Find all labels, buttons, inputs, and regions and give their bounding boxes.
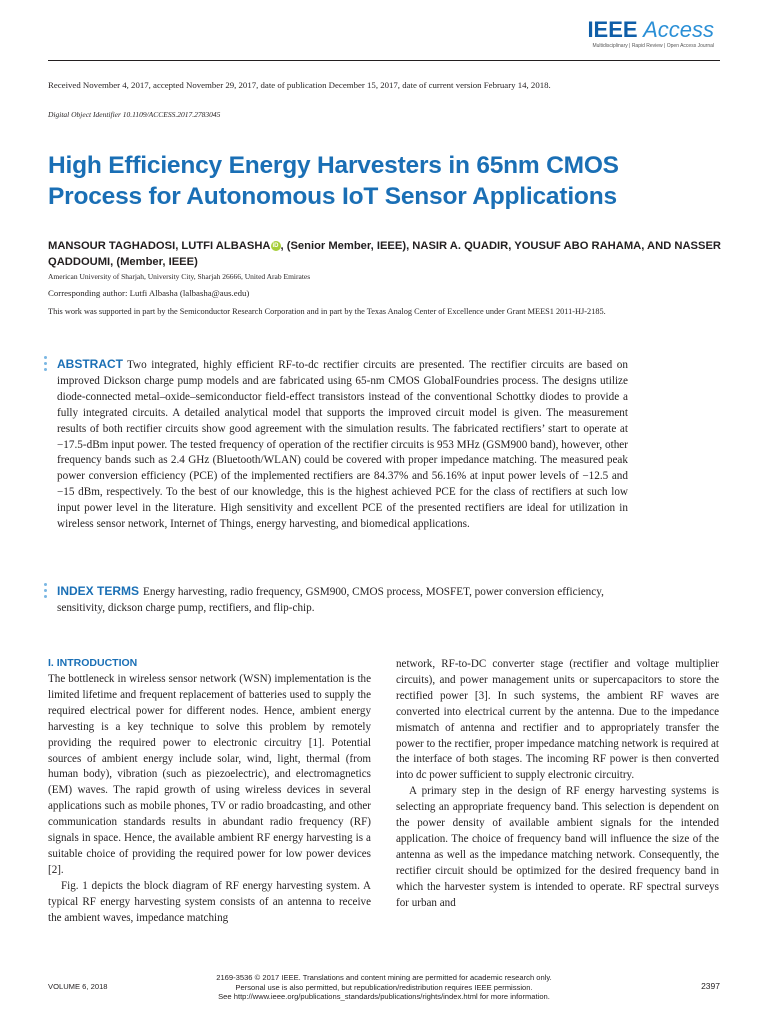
journal-tagline: Multidisciplinary | Rapid Review | Open Access Journal	[592, 43, 714, 49]
paper-title: High Efficiency Energy Harvesters in 65nm CMOS Process for Autonomous IoT Sensor Applications	[48, 152, 619, 210]
authors-part-2: , (Senior Member, IEEE), NASIR A. QUADIR, YOUSUF ABO RAHAMA, AND NASSER QADDOUMI, (Member, IEEE)	[48, 240, 722, 268]
orcid-icon[interactable]: iD	[272, 243, 279, 249]
brand-ieee: IEEE	[587, 17, 638, 42]
header-rule	[48, 60, 720, 61]
authors-part-1: MANSOUR TAGHADOSI, LUTFI ALBASHA	[48, 240, 271, 252]
journal-logo	[587, 18, 714, 49]
corresponding-author: Corresponding author: Lutfi Albasha (lalbasha@aus.edu)	[48, 288, 250, 298]
license-line: See http://www.ieee.org/publications_standards/publications/rights/index.html for more information.	[218, 992, 550, 1001]
license-notice	[48, 973, 720, 1002]
index-terms	[57, 584, 628, 617]
affiliation: American University of Sharjah, University City, Sharjah 26666, United Arab Emirates	[48, 272, 311, 281]
author-list	[48, 238, 728, 270]
paragraph: The bottleneck in wireless sensor network (WSN) implementation is the limited lifetime and frequent replacement of batteries used to supply the required electrical power for different nodes. Hence, ambient energy harvesting is a key technique to solve this problem by remotely providing the required power to electronic circuitry [1]. Potential sources of ambient energy include solar, wind, light, thermal (from human body), vibration (such as piezoelectric), and electromagnetics (EM) waves. The rapid growth of using wireless devices in several applications such as mobile phones, TV or radio broadcasting, and other communication standards results in abundant radio frequency (RF) signals in space. Hence, the available ambient RF energy harvesting is a suitable choice of providing the required power for low power devices [2].	[48, 673, 371, 876]
index-terms-dots-icon	[44, 583, 48, 601]
index-terms-text: Energy harvesting, radio frequency, GSM900, CMOS process, MOSFET, power conversion efficiency, sensitivity, dickson charge pump, rectifiers, and flip-chip.	[57, 586, 604, 614]
volume-label: VOLUME 6, 2018	[48, 982, 108, 991]
funding-note: This work was supported in part by the Semiconductor Research Corporation and in part by the Texas Analog Center of Excellence under Grant MEES1 2011-HJ-2185.	[48, 307, 606, 316]
journal-brand	[587, 18, 714, 42]
license-line: 2169-3536 © 2017 IEEE. Translations and content mining are permitted for academic research only.	[216, 973, 552, 982]
publication-dates: Received November 4, 2017, accepted November 29, 2017, date of publication December 15, 2017, date of current version February 14, 2018.	[48, 80, 551, 90]
abstract-text: Two integrated, highly efficient RF-to-dc rectifier circuits are presented. The rectifier circuits are based on improved Dickson charge pump models and are fabricated using 65-nm CMOS GlobalFoundries process. The designs utilize diode-connected metal–oxide–semiconductor field-effect transistors instead of the conventional Schottky diodes to provide a fully integrated circuits. A detailed analytical model that supports the improved circuit model is given. The measurement results of both rectifier circuits show good agreement with the simulation results. The fabricated rectifiers’ start to operate at −17.5-dBm input power. The tested frequency of operation of the rectifier circuits is 953 MHz (GSM900 band), however, other frequency bands such as 2.4 GHz (Bluetooth/WLAN) could be covered with proper impedance matching. The measured peak power conversion efficiency (PCE) of the implemented rectifiers are 84.37% and 56.16% at input power levels of −12.5 and −15 dBm, respectively. To the best of our knowledge, this is the highest achieved PCE for the class of rectifiers at such low input power level in the literature. High sensitivity and excellent PCE of the presented rectifiers are ideal for utilization in wireless sensor network, Internet of Things, energy harvesting, and biomedical applications.	[57, 359, 628, 531]
doi: Digital Object Identifier 10.1109/ACCESS.2017.2783045	[48, 110, 221, 119]
page-number: 2397	[701, 981, 720, 991]
index-terms-label: INDEX TERMS	[57, 584, 140, 598]
paragraph: Fig. 1 depicts the block diagram of RF energy harvesting system. A typical RF energy harvesting system consists of an antenna to receive the ambient waves, impedance matching	[48, 879, 371, 924]
section-heading: I. INTRODUCTION	[48, 657, 138, 669]
abstract-dots-icon	[44, 356, 48, 374]
body-column-right	[396, 657, 719, 912]
paragraph: network, RF-to-DC converter stage (rectifier and voltage multiplier circuits), and power management units or supercapacitors to store the rectified power [3]. In such systems, the ambient RF waves are converted into electrical current by the antenna. Due to the impedance mismatch of antenna and rectifier and to appropriately transfer the power to the rectifier, proper impedance matching network is required at the interface of both stages. The incoming RF power is then converted into dc power sufficient to supply electronic circuitry.	[396, 658, 719, 782]
body-column-left	[48, 657, 371, 927]
paragraph: A primary step in the design of RF energy harvesting systems is selecting an appropriate frequency band. This selection is dependent on the power density of available ambient signals for the intended application. The choice of frequency band will influence the size of the antenna as well as the impedance matching network. Consequently, the rectifier circuit should be optimized for the desired frequency band in which the harvester system is intended to operate. RF spectral surveys for urban and	[396, 785, 719, 909]
abstract-label: ABSTRACT	[57, 357, 123, 371]
license-line: Personal use is also permitted, but republication/redistribution requires IEEE permission.	[235, 982, 533, 992]
brand-access: Access	[643, 17, 714, 42]
abstract	[57, 357, 628, 533]
